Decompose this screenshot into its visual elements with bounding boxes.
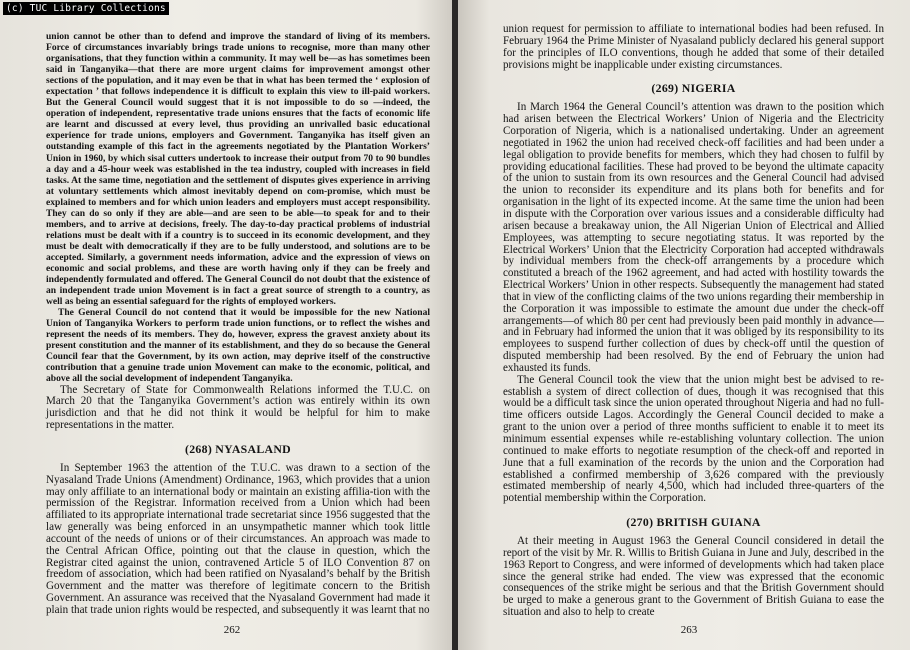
- watermark-label: (c) TUC Library Collections: [3, 2, 169, 15]
- continued-paragraph: union request for permission to affiliate to international bodies had been refused. In February 1964 the Prime Minister of Nyasaland publicly declared his general support for the principles of ILO conventions, though he added that some of their detailed provisions might be inapplicable under existing circumstances.: [503, 23, 884, 71]
- left-page: [0, 0, 452, 650]
- guiana-paragraph: At their meeting in August 1963 the General Council considered in detail the report of the visit by Mr. R. Willis to British Guiana in June and July, described in the 1963 Report to Congress, and were informed of developments which had taken place since the general strike had ended. The view was expressed that the economic consequences of the strike might be serious and that the British Government should be urged to make a generous grant to the Government of British Guiana to ease the situation and also to help to create: [503, 535, 884, 619]
- section-heading-nigeria: (269) NIGERIA: [651, 81, 736, 96]
- nigeria-paragraph-2: The General Council took the view that the union might best be advised to re-establish a system of direct collection of dues, though it was recognised that this would be a difficult task since the union operated throughout Nigeria and had no full-time officers outside Lagos. Accordingly the General Council decided to make a grant to the union over a period of three months sufficient to enable it to meet its minimum essential expenses while re-establishing voluntary collection. The union continued to make efforts to negotiate resumption of the check-off and reported in June that a full examination of the records by the union and the Corporation had established a confirmed membership of 3,626 compared with the previously estimated membership of nearly 4,500, which had included three-quarters of the potential membership within the Corporation.: [503, 373, 884, 505]
- small-paragraph-1: union cannot be other than to defend and improve the standard of living of its members. Force of circumstances invariably brings trade unions to recognise, more than many other organisations, that they function within a community. It may well be—as has sometimes been said in Tanganyika—that there are more urgent claims for improvement amongst other sections of the population, and it may even be that in what has been termed the ‘ explosion of expectation ’ that follows independence it is difficult to explain this view to ill-paid workers. But the General Council would suggest that it is not impossible to do so —indeed, the operation of independent, representative trade unions ensures that the facts of economic life are learnt and discussed at every level, thus providing an unrivalled basic educational experience for trade unions, employers and Government. Tanganyika has itself given an outstanding example of this fact in the agreements negotiated by the Plantation Workers’ Union in 1960, by which sisal cutters undertook to increase their output from 70 to 90 bundles a day and a 45-hour week was established in the tea industry, coupled with increases in field tasks. At the same time, negotiation and the settlement of disputes gives experience in arriving at voluntary settlements which almost inevitably depend on com-promise, which must be explained to members and for which union leaders and employers must accept responsibility. They can do so only if they are able—and are seen to be able—to speak for and to their members, and to arrive at decisions, freely. The day-to-day practical problems of industrial relations must be dealt with if a country is to succeed in its economic development, and they must be dealt with democratically if they are to be fully understood, and solutions are to be accepted. Similarly, a government needs information, advice and the expression of views on economic and social problems, and these are worth having only if they can be freely and independently formulated and offered. The General Council do not doubt that the existence of an independent trade union Movement is in fact a great source of strength to a country, as well as being an essential safeguard for the rights of employed workers.: [46, 31, 430, 308]
- nigeria-paragraph-1: In March 1964 the General Council’s attention was drawn to the position which had arisen between the Electrical Workers’ Union of Nigeria and the Electricity Corporation of Nigeria, which is a nationalised undertaking. Under an agreement negotiated in 1962 the union had received check-off facilities and had been under a legal obligation to provide benefits for members, which they had chosen to fulfil by providing educational facilities. These had proved to be beyond the ultimate capacity of the union to sustain from its own resources and the General Council had advised the union to reconsider its expenditure and its plans both for benefits and for organisation in the light of its expected income. At the same time the union had been in dispute with the Corporation over various issues and a considerable difficulty had arisen because a breakaway union, the All Nigerian Union of Electrical and Allied Employees, was attempting to secure negotiating status. It was reported by the Electrical Workers’ Union that the Electricity Corporation had accepted withdrawals by individual members from the check-off arrangements by a procedure which constituted a breach of the 1962 agreement, and had acted with hostility towards the Electrical Workers’ Union in other respects. Subsequently the management had stated that in view of the conflicting claims of the two unions regarding their membership in the Corporation it was impossible to estimate the amount due under the check-off arrangements—of which 80 per cent had previously been paid monthly in advance—and in February had informed the union that it was obliged by its responsibility to its employees to suspend further collection of dues by check-off until the question of disputed membership had been resolved. By the end of February the union had exhausted its funds.: [503, 101, 884, 374]
- secretary-paragraph: The Secretary of State for Commonwealth Relations informed the T.U.C. on March 20 that the Tanganyika Government’s action was entirely within its own jurisdiction and that he did not think it would be helpful for him to make representations in the matter.: [46, 383, 430, 432]
- page-number-left: 262: [223, 624, 241, 636]
- right-page: [458, 0, 910, 650]
- nyasaland-paragraph: In September 1963 the attention of the T.U.C. was drawn to a section of the Nyasaland Trade Unions (Amendment) Ordinance, 1963, which provides that a union may only affiliate to an international body or maintain an existing affilia-tion with the permission of the Registrar. Information received from a Union which had been affiliated to its appropriate international trade secretariat since 1956 suggested that the law generally was being enforced in an unsympathetic manner which took little account of the needs of unions or of their circumstances. An approach was made to the Central African Office, pointing out that the clause in question, which the Registrar cited against the union, contravened Article 5 of ILO Convention 87 on freedom of association, which had been ratified on Nyasaland’s behalf by the British Government and the matter was therefore of legitimate concern to the British Government. An assurance was received that the Nyasaland Government had made it plain that trade union rights would be respected, and subsequently it was learnt that no: [46, 461, 430, 616]
- page-number-right: 263: [680, 624, 698, 636]
- small-paragraph-2: The General Council do not contend that it would be impossible for the new National Union of Tanganyika Workers to perform trade union functions, or to reflect the wishes and represent the needs of its members. They do, however, express the gravest anxiety about its present constitution and the manner of its establishment, and they do so because the General Council fear that the Government, by its own action, may deprive itself of the constructive contribution that a genuine trade union Movement can make to the economic, political, and above all the social development of independent Tanganyika.: [46, 307, 430, 385]
- section-heading-british-guiana: (270) BRITISH GUIANA: [626, 515, 761, 530]
- section-heading-nyasaland: (268) NYASALAND: [185, 441, 291, 456]
